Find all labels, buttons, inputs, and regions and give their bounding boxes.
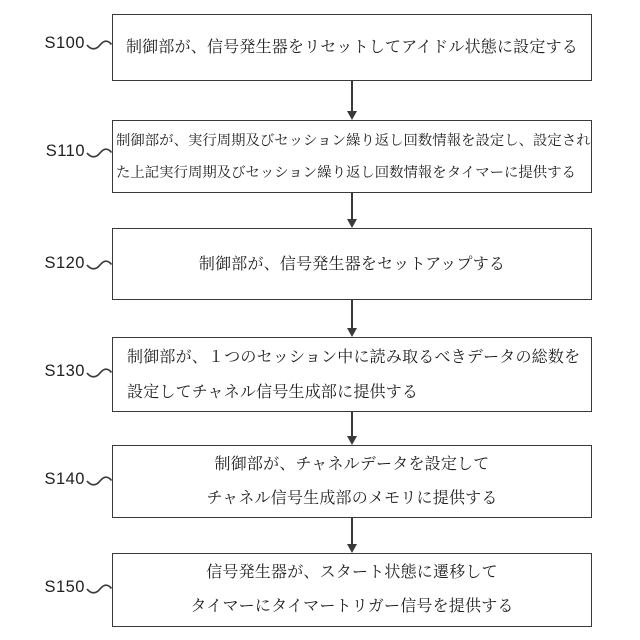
step-text-line: 信号発生器が、スタート状態に遷移して	[206, 564, 498, 581]
step-text-line: た上記実行周期及びセッション繰り返し回数情報をタイマーに提供する	[116, 164, 576, 181]
arrow-head	[347, 328, 357, 337]
step-label-s120	[44, 254, 112, 276]
label-connector-line	[86, 582, 112, 596]
arrow-shaft	[351, 300, 353, 328]
step-label-s100	[44, 34, 112, 56]
label-connector-line	[86, 146, 112, 160]
label-connector-line	[86, 474, 112, 488]
arrow-shaft	[351, 518, 353, 544]
step-label-text: S140	[44, 469, 85, 488]
step-label-s140	[44, 470, 112, 492]
down-arrow-icon	[347, 81, 357, 120]
flow-step-box-s150	[112, 553, 592, 627]
step-text-line: 制御部が、信号発生器をリセットしてアイドル状態に設定する	[125, 39, 578, 56]
step-text-line: 制御部が、実行周期及びセッション繰り返し回数情報を設定し、設定され	[116, 132, 591, 149]
arrow-head	[347, 436, 357, 445]
step-text-line: 制御部が、チャネルデータを設定して	[214, 455, 490, 473]
step-label-s150	[44, 578, 112, 600]
step-label-text: S130	[44, 361, 85, 380]
arrow-shaft	[351, 193, 353, 219]
label-connector-line	[86, 38, 112, 52]
label-connector-line	[86, 366, 112, 380]
step-text-line: 制御部が、１つのセッション中に読み取るべきデータの総数を	[127, 348, 581, 366]
arrow-head	[347, 544, 357, 553]
arrow-head	[347, 111, 357, 120]
step-text-line: チャネル信号生成部のメモリに提供する	[206, 489, 498, 507]
flow-step-box-s130	[112, 337, 592, 412]
down-arrow-icon	[347, 300, 357, 337]
step-label-text: S150	[44, 577, 85, 596]
step-label-text: S100	[44, 33, 85, 52]
flow-step-box-s120	[112, 228, 592, 300]
down-arrow-icon	[347, 193, 357, 228]
step-label-s130	[44, 362, 112, 384]
flow-step-box-s110	[112, 120, 592, 193]
flow-step-box-s100	[112, 14, 592, 81]
label-connector-line	[86, 258, 112, 272]
arrow-head	[347, 219, 357, 228]
arrow-shaft	[351, 412, 353, 436]
arrow-shaft	[351, 81, 353, 111]
step-text-line: 設定してチャネル信号生成部に提供する	[127, 383, 419, 401]
down-arrow-icon	[347, 518, 357, 553]
down-arrow-icon	[347, 412, 357, 445]
flow-step-box-s140	[112, 445, 592, 518]
step-label-text: S120	[44, 253, 85, 272]
step-label-text: S110	[45, 141, 85, 160]
step-text-line: タイマーにタイマートリガー信号を提供する	[190, 598, 514, 615]
step-text-line: 制御部が、信号発生器をセットアップする	[198, 255, 506, 273]
step-label-s110	[46, 142, 112, 164]
